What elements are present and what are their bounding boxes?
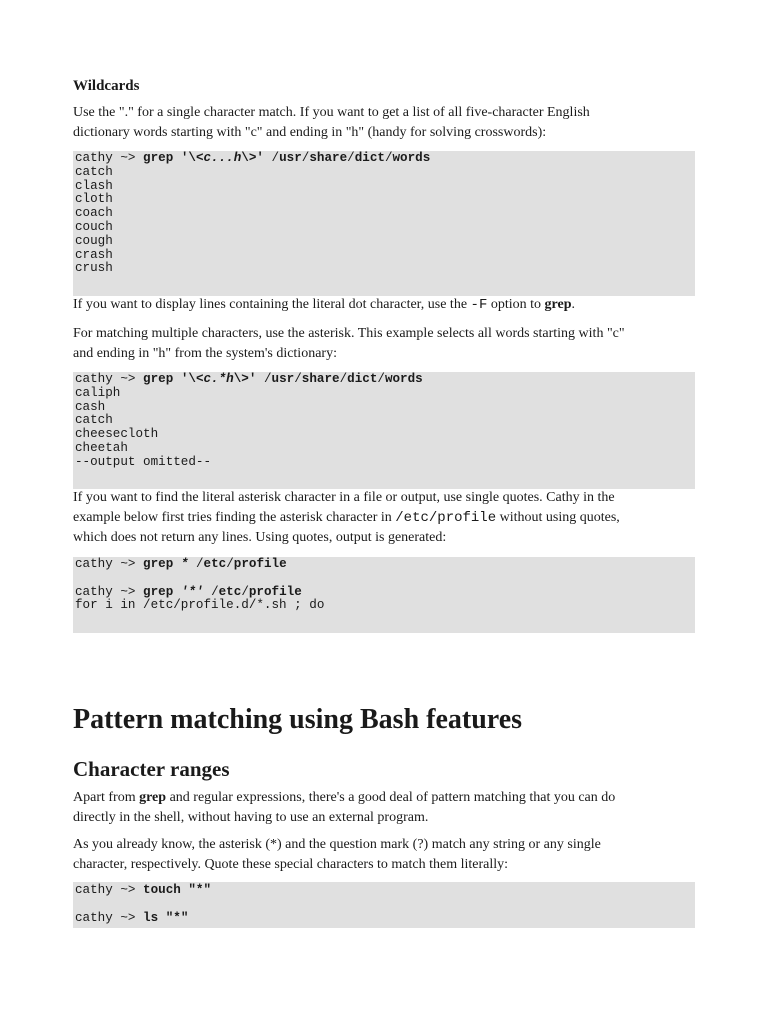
code-output-line: clash	[75, 178, 113, 193]
code-blank-line	[75, 572, 693, 586]
code-output-line: cheesecloth	[75, 427, 159, 442]
command-name: grep	[544, 297, 572, 312]
code-block-grep-asterisk	[73, 372, 695, 489]
code-line: cathy ~> grep '\<c...h\>' /usr/share/dict/words	[75, 151, 431, 165]
intro-line-2: dictionary words starting with "c" and ending in "h" (handy for solving crosswords):	[73, 125, 547, 140]
code-line: cathy ~> touch "*"	[75, 883, 212, 897]
code-output-line: cash	[75, 399, 106, 414]
code-output-line: caliph	[75, 385, 121, 400]
code-output-line: cheetah	[75, 440, 128, 455]
option-flag: -F	[470, 297, 488, 313]
file-path: /etc/profile	[395, 510, 497, 526]
paragraph-multiple-chars: For matching multiple characters, use the asterisk. This example selects all words starting with "c" and ending in "h" from the system's dictionary:	[73, 326, 625, 361]
code-output-line: cough	[75, 233, 113, 248]
code-output-line: catch	[75, 164, 113, 179]
code-line: cathy ~> ls "*"	[75, 910, 189, 925]
code-line: cathy ~> grep * /etc/profile	[75, 557, 287, 571]
code-output-line: crush	[75, 261, 113, 276]
paragraph-literal-asterisk: If you want to find the literal asterisk character in a file or output, use single quotes. Cathy in the example below first tries finding the asterisk character in /etc/profile without using quotes, which does not return any lines. Using quotes, output is generated:	[73, 490, 620, 545]
command-name: grep	[139, 790, 167, 805]
code-output-line: coach	[75, 206, 113, 221]
section-heading-character-ranges: Character ranges	[73, 757, 230, 781]
code-output-line: catch	[75, 413, 113, 428]
code-block-grep-quotes	[73, 557, 695, 633]
code-output-line: --output omitted--	[75, 454, 212, 469]
code-output-line: crash	[75, 247, 113, 262]
code-blank-line	[75, 898, 693, 912]
code-line: cathy ~> grep '\<c.*h\>' /usr/share/dict/words	[75, 372, 423, 386]
code-output-line: cloth	[75, 192, 113, 207]
code-block-touch-ls	[73, 882, 695, 928]
intro-line-1: Use the "." for a single character match. If you want to get a list of all five-character English	[73, 105, 590, 120]
paragraph-apart-from-grep: Apart from grep and regular expressions, there's a good deal of pattern matching that you can do directly in the shell, without having to use an external program.	[73, 790, 616, 825]
paragraph-intro	[73, 103, 695, 143]
code-block-grep-dots	[73, 151, 695, 296]
paragraph-special-chars: As you already know, the asterisk (*) and the question mark (?) match any string or any single character, respectively. Quote these special characters to match them literally:	[73, 837, 601, 872]
code-output-line: for i in /etc/profile.d/*.sh ; do	[75, 598, 325, 613]
code-line: cathy ~> grep '*' /etc/profile	[75, 584, 302, 599]
paragraph-literal-dot: If you want to display lines containing the literal dot character, use the -F option to grep.	[73, 297, 575, 313]
chapter-heading: Pattern matching using Bash features	[73, 704, 523, 735]
section-heading-wildcards: Wildcards	[73, 78, 140, 94]
code-output-line: couch	[75, 219, 113, 234]
